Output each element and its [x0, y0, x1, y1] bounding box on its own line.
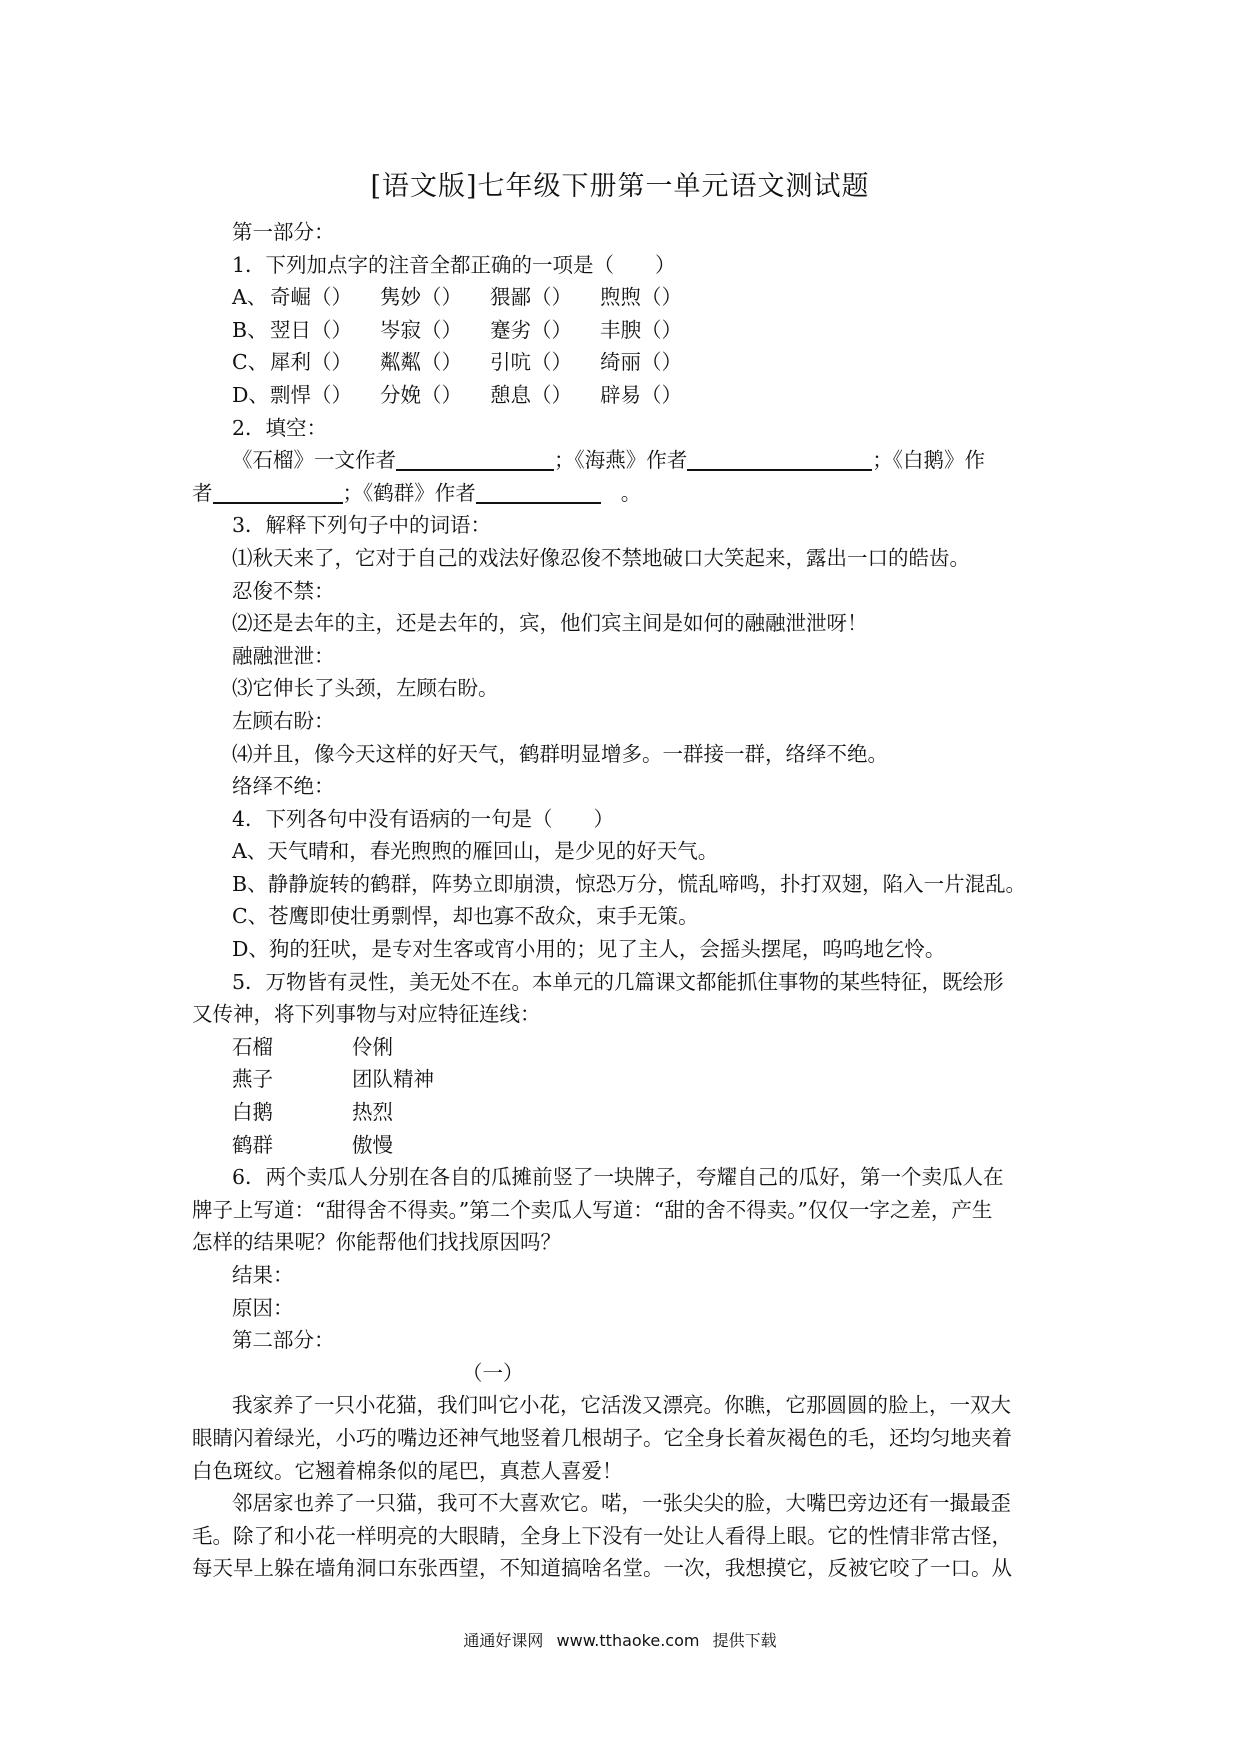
q2-line1	[192, 444, 1062, 477]
option-word: 奇崛（）	[270, 285, 352, 310]
part2-heading: 第二部分：	[232, 1328, 335, 1353]
q1-option-b	[192, 314, 710, 347]
option-label: D、	[232, 382, 269, 407]
page-title: [语文版]七年级下册第一单元语文测试题	[370, 171, 870, 202]
q2-line2	[192, 477, 1062, 510]
q2-text: ；《海燕》作者	[554, 448, 688, 473]
q3-term: 融融泄泄：	[232, 643, 335, 668]
q5-stem: 5．万物皆有灵性，美无处不在。本单元的几篇课文都能抓住事物的某些特征，既绘形	[232, 969, 1004, 994]
q1-stem: 1．下列加点字的注音全都正确的一项是（ ）	[232, 252, 676, 277]
answer-blank[interactable]	[476, 480, 601, 504]
q5-stem-cont: 又传神，将下列事物与对应特征连线：	[192, 1002, 541, 1027]
pair-trait: 傲慢	[352, 1132, 393, 1157]
section-number: （一）	[462, 1360, 524, 1385]
q3-sentence: ⑶它伸长了头颈，左顾右盼。	[232, 676, 499, 701]
option-word: 绮丽（）	[600, 350, 682, 375]
pair-trait: 团队精神	[352, 1067, 434, 1092]
passage-line: 邻居家也养了一只猫，我可不大喜欢它。喏，一张尖尖的脸，大嘴巴旁边还有一撮最歪	[232, 1491, 1011, 1516]
q4-option: D、狗的狂吠，是专对生客或宵小用的；见了主人，会摇头摆尾，呜呜地乞怜。	[232, 937, 946, 962]
option-word: 憩息（）	[490, 382, 572, 407]
q2-text: ；《鹤群》作者	[342, 480, 476, 505]
q6-stem-cont: 牌子上写道：“甜得舍不得卖。”第二个卖瓜人写道：“甜的舍不得卖。”仅仅一字之差，产生	[192, 1197, 993, 1222]
footer-note: 提供下载	[712, 1631, 777, 1650]
option-word: 犀利（）	[270, 350, 352, 375]
option-word: 引吭（）	[490, 350, 572, 375]
pair-thing: 燕子	[232, 1067, 273, 1092]
option-word: 粼粼（）	[380, 350, 462, 375]
q5-pair	[192, 1063, 1062, 1096]
q6-stem-cont: 怎样的结果呢？你能帮他们找找原因吗？	[192, 1230, 561, 1255]
q3-term: 左顾右盼：	[232, 708, 335, 733]
answer-blank[interactable]	[687, 447, 872, 471]
q5-pair	[192, 1031, 1062, 1064]
part1-heading: 第一部分：	[232, 220, 335, 244]
q6-result: 结果：	[232, 1263, 294, 1287]
document-body	[192, 216, 1062, 1585]
option-word: 隽妙（）	[380, 285, 462, 310]
q4-option: C、苍鹰即使壮勇剽悍，却也寡不敌众，束手无策。	[232, 904, 699, 929]
q1-option-d	[192, 379, 710, 412]
passage-line: 我家养了一只小花猫，我们叫它小花，它活泼又漂亮。你瞧，它那圆圆的脸上，一双大	[232, 1393, 1011, 1418]
q6-stem: 6．两个卖瓜人分别在各自的瓜摊前竖了一块牌子，夸耀自己的瓜好，第一个卖瓜人在	[232, 1165, 1004, 1190]
pair-thing: 石榴	[232, 1034, 273, 1059]
q3-term: 络绎不绝：	[232, 774, 335, 799]
q3-sentence: ⑵还是去年的主，还是去年的，宾，他们宾主间是如何的融融泄泄呀！	[232, 611, 868, 636]
q1-option-a	[192, 281, 710, 314]
q4-option: A、天气晴和，春光煦煦的雁回山，是少见的好天气。	[232, 839, 719, 864]
q5-pair	[192, 1129, 1062, 1162]
pair-thing: 白鹅	[232, 1100, 273, 1125]
answer-blank[interactable]	[396, 447, 554, 471]
q2-text: 《石榴》一文作者	[232, 448, 396, 473]
passage-line: 毛。除了和小花一样明亮的大眼睛，全身上下没有一处让人看得上眼。它的性情非常古怪，	[192, 1523, 1012, 1548]
q2-text: 者	[192, 480, 213, 505]
q1-option-c	[192, 346, 710, 379]
option-label: C、	[232, 350, 269, 375]
option-label: A、	[232, 285, 268, 310]
q4-stem: 4．下列各句中没有语病的一句是（ ）	[232, 806, 615, 831]
q3-stem: 3．解释下列句子中的词语：	[232, 513, 492, 538]
pair-trait: 热烈	[352, 1100, 393, 1125]
passage-line: 每天早上躲在墙角洞口东张西望，不知道搞啥名堂。一次，我想摸它，反被它咬了一口。从	[192, 1556, 1012, 1581]
option-word: 剽悍（）	[270, 382, 352, 407]
q2-text: 。	[620, 480, 642, 505]
option-word: 蹇劣（）	[490, 317, 572, 342]
option-word: 丰腴（）	[600, 317, 682, 342]
option-word: 猥鄙（）	[490, 285, 572, 310]
footer-site: 通通好课网	[463, 1631, 544, 1650]
q2-stem: 2．填空：	[232, 415, 328, 440]
option-label: B、	[232, 317, 268, 342]
answer-blank[interactable]	[213, 480, 343, 504]
footer-url[interactable]: www.tthaoke.com	[556, 1631, 700, 1650]
q6-reason: 原因：	[232, 1295, 294, 1320]
option-word: 翌日（）	[270, 317, 352, 342]
passage-line: 白色斑纹。它翘着棉条似的尾巴，真惹人喜爱！	[192, 1458, 623, 1483]
passage-line: 眼睛闪着绿光，小巧的嘴边还神气地竖着几根胡子。它全身长着灰褐色的毛，还均匀地夹着	[192, 1425, 1012, 1450]
option-word: 岑寂（）	[380, 317, 462, 342]
option-word: 辟易（）	[600, 382, 682, 407]
q3-sentence: ⑷并且，像今天这样的好天气，鹤群明显增多。一群接一群，络绎不绝。	[232, 741, 888, 766]
q5-pair	[192, 1096, 1062, 1129]
option-word: 煦煦（）	[600, 285, 682, 310]
q2-text: ；《白鹅》作	[872, 448, 985, 473]
q3-sentence: ⑴秋天来了，它对于自己的戏法好像忍俊不禁地破口大笑起来，露出一口的皓齿。	[232, 545, 970, 570]
pair-trait: 伶俐	[352, 1034, 393, 1059]
q4-option: B、静静旋转的鹤群，阵势立即崩溃，惊恐万分，慌乱啼鸣，扑打双翅，陷入一片混乱。	[232, 871, 1027, 896]
q3-term: 忍俊不禁：	[232, 578, 335, 603]
page-footer	[0, 1628, 1240, 1651]
option-word: 分娩（）	[380, 382, 462, 407]
pair-thing: 鹤群	[232, 1132, 273, 1157]
